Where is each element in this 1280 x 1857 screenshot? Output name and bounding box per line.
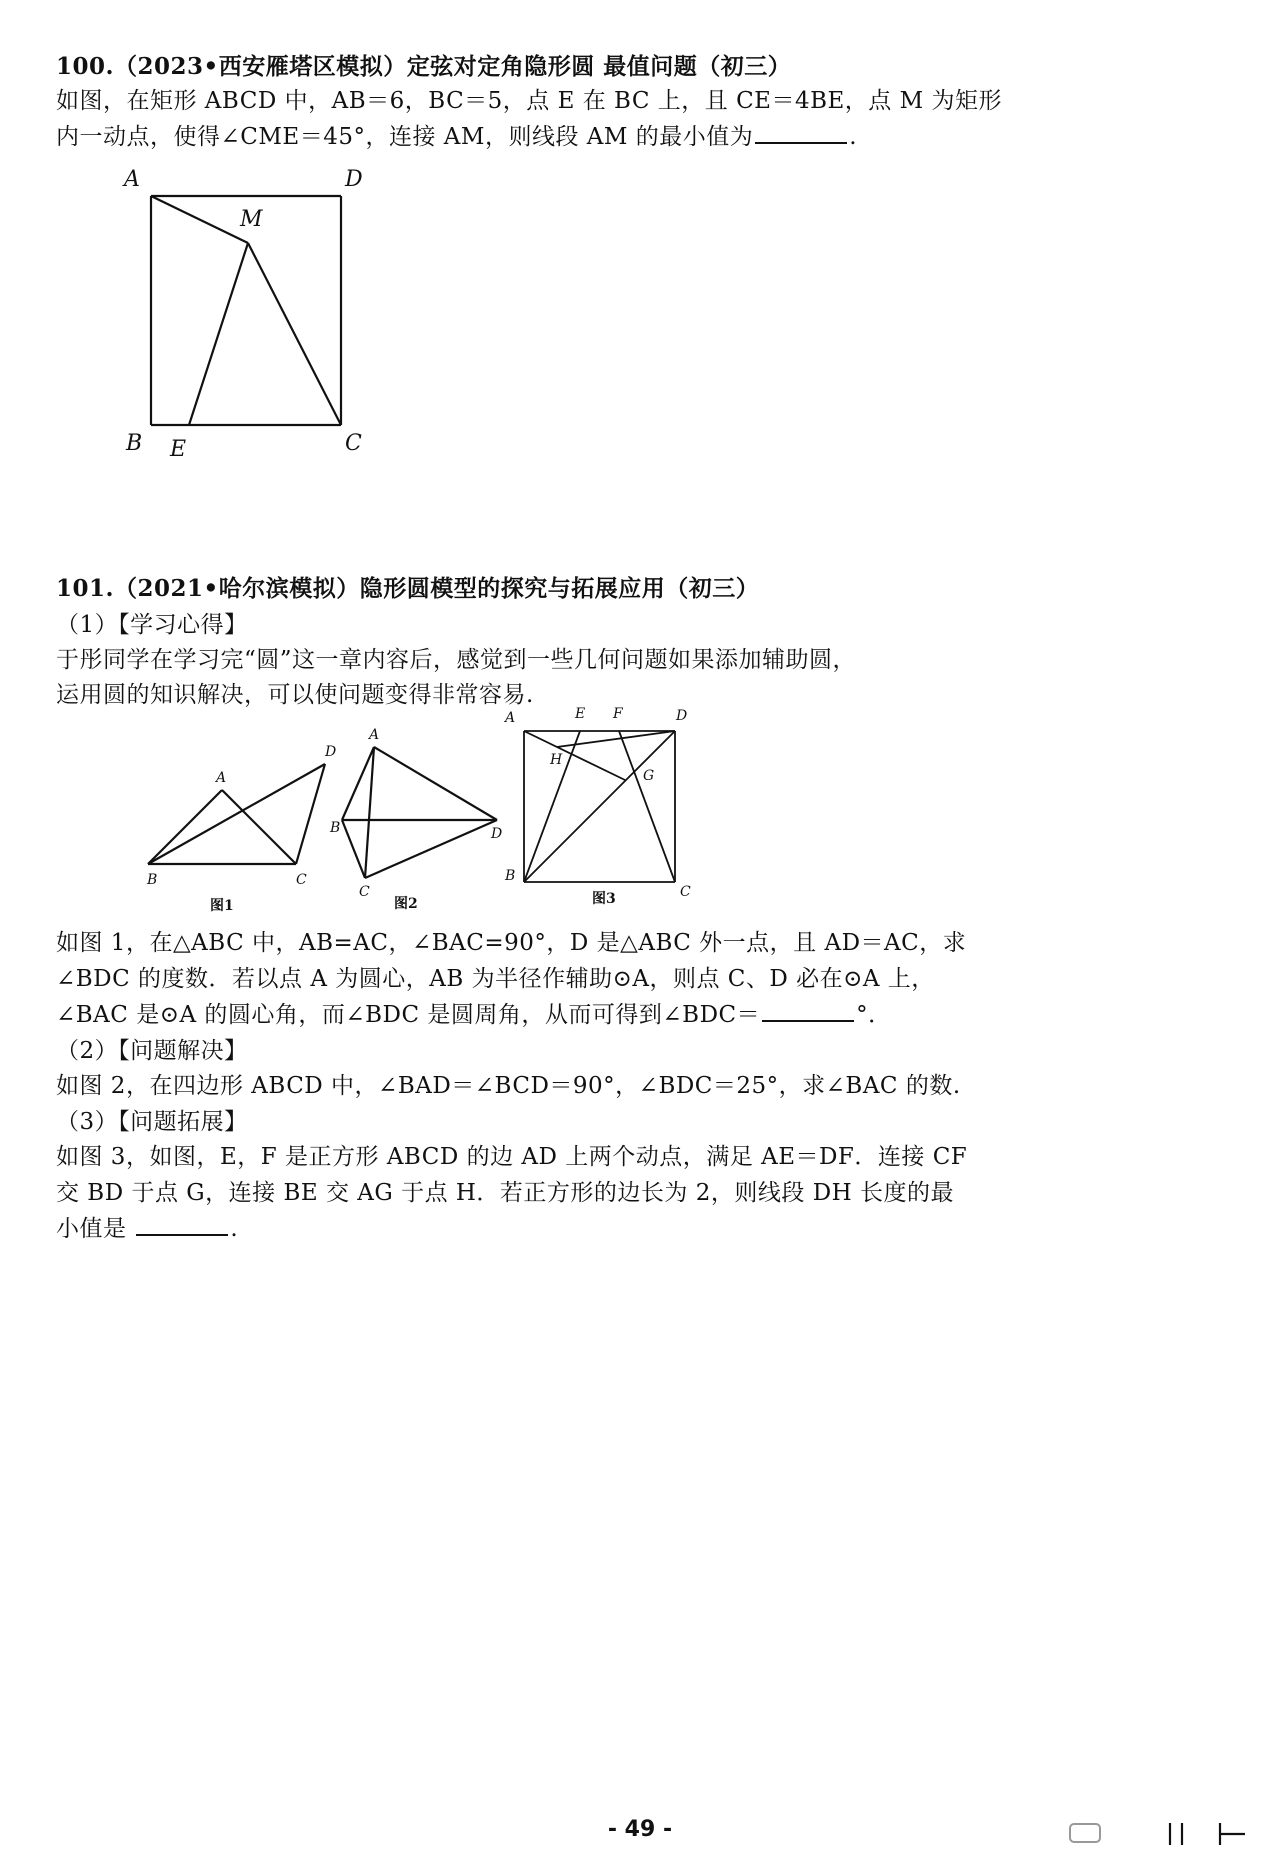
fig1-label-b: B — [147, 872, 158, 888]
section-2-heading: （2）【问题解决】 — [56, 1038, 248, 1064]
fig3-label-a: A — [505, 710, 516, 726]
figures-row — [0, 0, 1280, 920]
q2-line: 如图 2，在四边形 ABCD 中，∠BAD＝∠BCD＝90°，∠BDC＝25°，求∠BAC 的数. — [56, 1073, 961, 1099]
label-c: C — [345, 431, 362, 456]
q3-line3-end: . — [230, 1216, 239, 1242]
q1-line3-end: °． — [856, 1002, 892, 1028]
fig3-label-e: E — [575, 706, 586, 722]
fig3-label-f: F — [613, 706, 623, 722]
fig3-segment-fc — [619, 731, 675, 882]
fig3-label-h: H — [550, 752, 563, 768]
q1-line3-text: ∠BAC 是⊙A 的圆心角，而∠BDC 是圆周角，从而可得到∠BDC＝ — [56, 1002, 761, 1028]
fig1-label-d: D — [325, 744, 337, 760]
fig1-segment-bd — [148, 764, 325, 864]
fig3-segment-bd — [524, 731, 675, 882]
fig3-caption: 图3 — [592, 891, 616, 907]
fig2-label-a: A — [369, 727, 380, 743]
figure-2 — [329, 727, 502, 912]
fig2-segment-bc — [342, 820, 365, 878]
fig3-segment-ag — [524, 731, 625, 780]
page-number: - 49 - — [607, 1817, 673, 1842]
q3-line3 — [56, 1210, 238, 1243]
fig2-segment-ad — [374, 747, 497, 820]
figure-3 — [503, 706, 691, 907]
section-1-heading: （1）【学习心得】 — [56, 612, 248, 638]
problem-100-line2-end: . — [849, 124, 858, 150]
problem-100-title: 100.（2023•西安雁塔区模拟）定弦对定角隐形圆 最值问题（初三） — [56, 53, 792, 80]
fig2-caption: 图2 — [394, 896, 418, 912]
fig2-segment-cd — [365, 820, 497, 878]
answer-blank — [762, 1002, 854, 1022]
label-e: E — [170, 437, 187, 462]
answer-blank — [136, 1216, 228, 1236]
label-m: M — [240, 207, 263, 232]
fig3-segment-hd — [557, 731, 675, 747]
fig1-label-a: A — [216, 770, 227, 786]
fig1-caption: 图1 — [210, 898, 234, 914]
fig3-label-c: C — [680, 884, 691, 900]
q1-line3 — [56, 996, 892, 1029]
fig2-label-b: B — [330, 820, 341, 836]
problem-100-line1: 如图，在矩形 ABCD 中，AB＝6，BC＝5，点 E 在 BC 上，且 CE＝4BE，点 M 为矩形 — [56, 88, 1002, 114]
fig1-label-c: C — [296, 872, 307, 888]
q1-line1: 如图 1，在△ABC 中，AB=AC，∠BAC=90°，D 是△ABC 外一点，且 AD＝AC，求 — [56, 930, 967, 956]
q3-line3-text: 小值是 — [56, 1216, 127, 1242]
label-b: B — [126, 431, 143, 456]
fig3-label-g: G — [643, 768, 655, 784]
fig1-segment-ba — [148, 790, 222, 864]
fig2-label-c: C — [359, 884, 370, 900]
problem-101-para1: 于彤同学在学习完“圆”这一章内容后，感觉到一些几何问题如果添加辅助圆， — [56, 647, 857, 673]
section-3-heading: （3）【问题拓展】 — [56, 1109, 248, 1135]
q1-line2: ∠BDC 的度数．若以点 A 为圆心，AB 为半径作辅助⊙A，则点 C、D 必在⊙A 上， — [56, 966, 935, 992]
figure-1 — [146, 744, 336, 914]
label-a: A — [124, 167, 140, 192]
q3-line1: 如图 3，如图，E，F 是正方形 ABCD 的边 AD 上两个动点，满足 AE＝DF．连接 CF — [56, 1144, 968, 1170]
watermark-mark — [1070, 1820, 1270, 1846]
q3-line2: 交 BD 于点 G，连接 BE 交 AG 于点 H．若正方形的边长为 2，则线段 DH 长度的最 — [56, 1180, 954, 1206]
fig3-label-b: B — [505, 868, 516, 884]
fig2-label-d: D — [491, 826, 503, 842]
problem-101-para2: 运用圆的知识解决，可以使问题变得非常容易. — [56, 682, 534, 708]
problem-101-title: 101.（2021•哈尔滨模拟）隐形圆模型的探究与拓展应用（初三） — [56, 575, 760, 602]
label-d: D — [345, 167, 363, 192]
problem-100-line2-text: 内一动点，使得∠CME＝45°，连接 AM，则线段 AM 的最小值为 — [56, 124, 754, 150]
fig3-label-d: D — [676, 708, 688, 724]
